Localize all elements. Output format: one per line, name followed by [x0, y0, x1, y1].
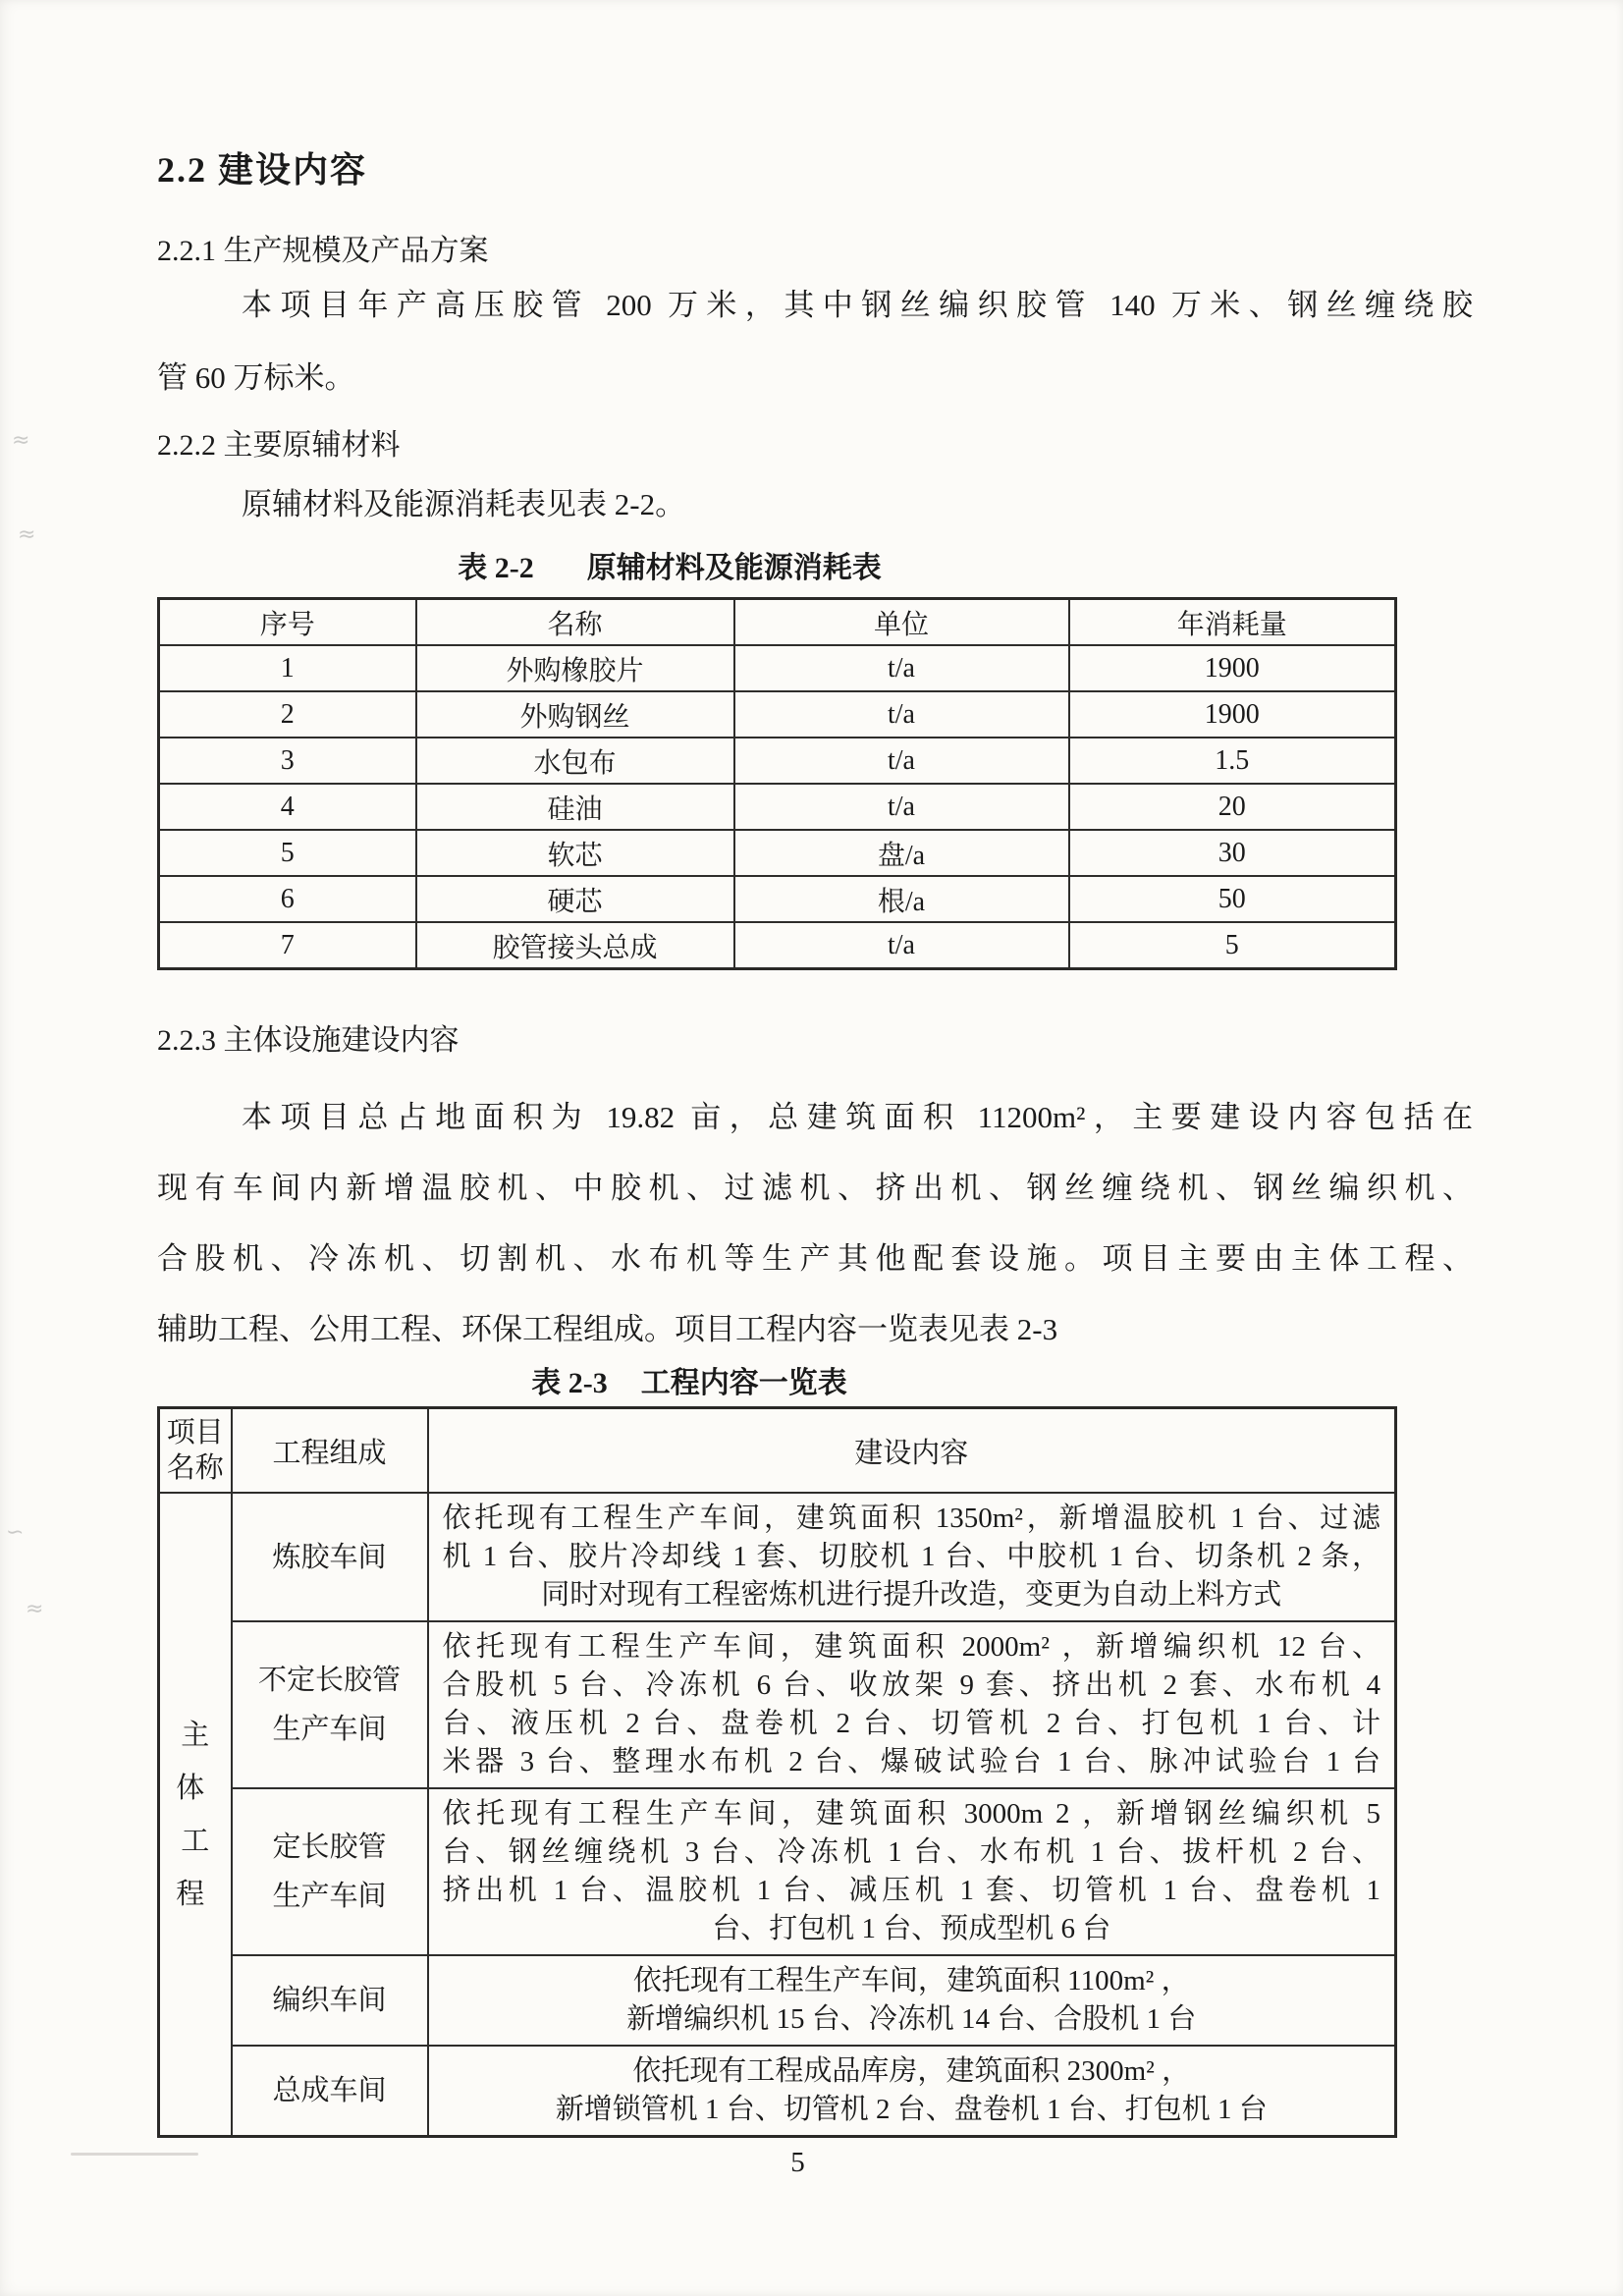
content-line: 台、打包机 1 台、预成型机 6 台 — [712, 1913, 1111, 1944]
header-line: 项目 — [166, 1417, 224, 1449]
table-cell: 3 — [159, 738, 416, 784]
content-line: 依托现有工程生产车间，建筑面积 1100m² ， — [632, 1965, 1190, 1996]
workshop-name-line: 生产车间 — [272, 1714, 387, 1745]
paragraph-line: 本项目总占地面积为 19.82 亩，总建筑面积 11200m²，主要建设内容包括在 — [242, 1100, 1473, 1134]
content-line: 合股机 5 台、冷冻机 6 台、收放架 9 套、挤出机 2 套、水布机 4 — [442, 1669, 1380, 1701]
table-cell: 30 — [1069, 830, 1396, 876]
construction-content-cell — [428, 1955, 1396, 2046]
workshop-name-cell — [232, 1788, 428, 1955]
content-line: 挤出机 1 台、温胶机 1 台、减压机 1 套、切管机 1 台、盘卷机 1 — [442, 1875, 1380, 1906]
scan-artifact: ≈ — [26, 1597, 44, 1621]
content-line: 依托现有工程生产车间，建筑面积 3000m 2 ，新增钢丝编织机 5 — [442, 1798, 1380, 1830]
table-row-braiding-workshop — [159, 1955, 1396, 2046]
table-cell: 胶管接头总成 — [416, 922, 734, 969]
content-line: 台、液压机 2 台、盘卷机 2 台、切管机 2 台、打包机 1 台、计 — [442, 1708, 1380, 1739]
table-cell: 6 — [159, 876, 416, 922]
table-row-variable-length-hose-workshop — [159, 1621, 1396, 1788]
table-cell: t/a — [734, 645, 1069, 691]
table-cell: t/a — [734, 691, 1069, 738]
table-cell: 2 — [159, 691, 416, 738]
construction-content-cell — [428, 1788, 1396, 1955]
paragraph-2-2-3 — [157, 1082, 1473, 1365]
group-cell-main-works — [159, 1493, 232, 2137]
table-2-3-caption: 工程内容一览表 — [640, 1367, 847, 1399]
table-header-cell-project-name — [159, 1408, 232, 1494]
materials-consumption-table — [157, 597, 1397, 970]
content-line: 同时对现有工程密炼机进行提升改造，变更为自动上料方式 — [541, 1579, 1282, 1611]
table-row — [159, 830, 1396, 876]
table-cell: 20 — [1069, 784, 1396, 830]
content-line: 依托现有工程生产车间，建筑面积 2000m² ，新增编织机 12 台、 — [442, 1631, 1380, 1663]
table-cell: 盘/a — [734, 830, 1069, 876]
table-2-2-label: 表 2-2 — [458, 552, 534, 584]
content-line: 米器 3 台、整理水布机 2 台、爆破试验台 1 台、脉冲试验台 1 台 — [442, 1746, 1380, 1777]
group-line: 工程 — [176, 1825, 220, 1910]
paragraph-line: 辅助工程、公用工程、环保工程组成。项目工程内容一览表见表 2-3 — [157, 1312, 1058, 1346]
workshop-name-line: 编织车间 — [272, 1985, 387, 2016]
content-line: 新增编织机 15 台、冷冻机 14 台、合股机 1 台 — [626, 2003, 1197, 2035]
table-cell: 硬芯 — [416, 876, 734, 922]
workshop-name-cell — [232, 1955, 428, 2046]
table-header-row — [159, 1408, 1396, 1494]
table-cell: t/a — [734, 784, 1069, 830]
table-2-2-title — [157, 550, 1394, 587]
paragraph-line: 本项目年产高压胶管 200 万米，其中钢丝编织胶管 140 万米、钢丝缠绕胶 — [242, 288, 1473, 322]
table-cell: 1 — [159, 645, 416, 691]
table-header-cell: 单位 — [734, 599, 1069, 646]
paragraph-2-2-1 — [157, 269, 1473, 414]
construction-content-cell — [428, 1621, 1396, 1788]
table-header-cell-composition: 工程组成 — [232, 1408, 428, 1494]
content-line: 新增锁管机 1 台、切管机 2 台、盘卷机 1 台、打包机 1 台 — [555, 2094, 1268, 2125]
workshop-name-line: 不定长胶管 — [257, 1665, 401, 1696]
section-heading-2-2-2: 2.2.2 主要原辅材料 — [157, 429, 401, 462]
table-cell: 50 — [1069, 876, 1396, 922]
page-number: 5 — [790, 2147, 805, 2178]
table-row-fixed-length-hose-workshop — [159, 1788, 1396, 1955]
table-cell: 外购钢丝 — [416, 691, 734, 738]
scan-artifact: ≈ — [18, 522, 36, 547]
workshop-name-cell — [232, 1493, 428, 1621]
content-line: 依托现有工程生产车间，建筑面积 1350m²，新增温胶机 1 台、过滤 — [442, 1503, 1380, 1534]
content-line: 机 1 台、胶片冷却线 1 套、切胶机 1 台、中胶机 1 台、切条机 2 条， — [442, 1541, 1380, 1572]
group-line: 主体 — [176, 1719, 220, 1804]
page-content — [157, 149, 1473, 2138]
table-row — [159, 691, 1396, 738]
workshop-name-line: 炼胶车间 — [272, 1541, 387, 1573]
table-2-3-label: 表 2-3 — [531, 1367, 608, 1399]
table-cell: 根/a — [734, 876, 1069, 922]
table-2-2-caption: 原辅材料及能源消耗表 — [586, 552, 882, 584]
workshop-name-cell — [232, 2046, 428, 2137]
table-cell: 5 — [159, 830, 416, 876]
workshop-name-line: 定长胶管 — [272, 1831, 387, 1863]
paragraph-line: 管 60 万标米。 — [157, 360, 355, 395]
construction-content-cell — [428, 2046, 1396, 2137]
table-header-cell: 名称 — [416, 599, 734, 646]
table-cell: 水包布 — [416, 738, 734, 784]
table-cell: 1900 — [1069, 691, 1396, 738]
construction-content-cell — [428, 1493, 1396, 1621]
scan-artifact: ∽ — [6, 1520, 25, 1545]
table-row — [159, 922, 1396, 969]
section-heading-2-2-3: 2.2.3 主体设施建设内容 — [157, 1024, 460, 1057]
table-cell: 1900 — [1069, 645, 1396, 691]
scan-artifact: ≈ — [12, 428, 30, 453]
paragraph-line: 现有车间内新增温胶机、中胶机、过滤机、挤出机、钢丝缠绕机、钢丝编织机、 — [157, 1171, 1473, 1205]
content-line: 依托现有工程成品库房，建筑面积 2300m² ， — [632, 2055, 1191, 2087]
table-row — [159, 738, 1396, 784]
paragraph-2-2-2: 原辅材料及能源消耗表见表 2-2。 — [242, 487, 686, 521]
table-cell: t/a — [734, 922, 1069, 969]
workshop-name-cell — [232, 1621, 428, 1788]
table-cell: 硅油 — [416, 784, 734, 830]
table-2-3-title — [157, 1365, 1394, 1402]
table-cell: 7 — [159, 922, 416, 969]
table-cell: t/a — [734, 738, 1069, 784]
paragraph-line: 合股机、冷冻机、切割机、水布机等生产其他配套设施。项目主要由主体工程、 — [157, 1241, 1473, 1276]
table-row-assembly-workshop — [159, 2046, 1396, 2137]
table-header-row — [159, 599, 1396, 646]
workshop-name-line: 总成车间 — [272, 2075, 387, 2106]
workshop-name-line: 生产车间 — [272, 1881, 387, 1912]
table-row-refining-workshop — [159, 1493, 1396, 1621]
table-row — [159, 645, 1396, 691]
table-cell: 5 — [1069, 922, 1396, 969]
table-header-cell: 序号 — [159, 599, 416, 646]
table-row — [159, 876, 1396, 922]
section-heading-2-2-1: 2.2.1 生产规模及产品方案 — [157, 235, 489, 267]
section-heading-2-2: 2.2 建设内容 — [157, 150, 368, 190]
table-header-cell-construction-content: 建设内容 — [428, 1408, 1396, 1494]
table-cell: 软芯 — [416, 830, 734, 876]
table-header-cell: 年消耗量 — [1069, 599, 1396, 646]
table-row — [159, 784, 1396, 830]
table-cell: 4 — [159, 784, 416, 830]
table-cell: 外购橡胶片 — [416, 645, 734, 691]
table-cell: 1.5 — [1069, 738, 1396, 784]
project-contents-table — [157, 1406, 1397, 2138]
header-line: 名称 — [166, 1452, 224, 1484]
content-line: 台、钢丝缠绕机 3 台、冷冻机 1 台、水布机 1 台、拔杆机 2 台、 — [442, 1836, 1380, 1868]
